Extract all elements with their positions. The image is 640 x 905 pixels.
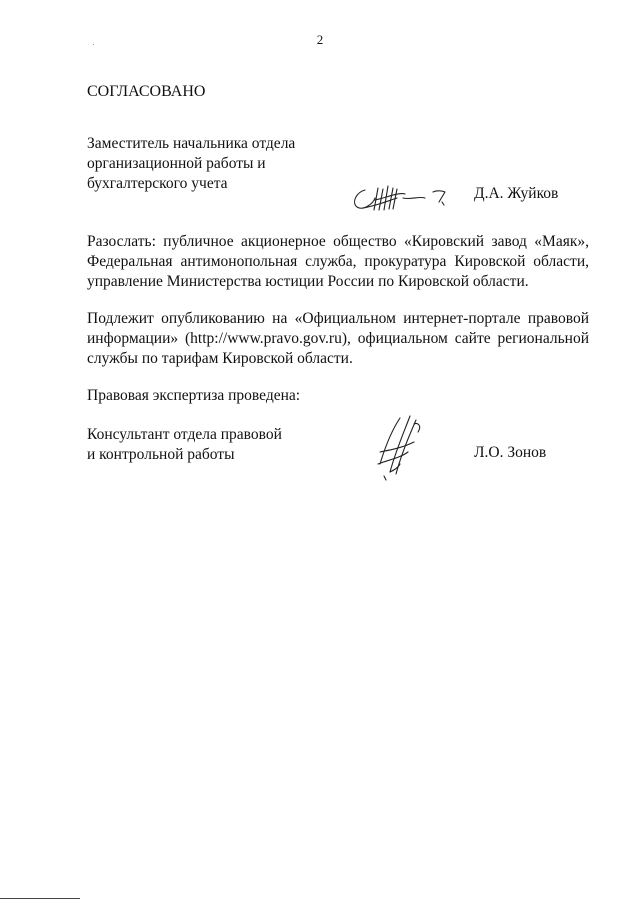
approver-signature-icon <box>345 180 465 222</box>
reviewer-title <box>87 425 347 465</box>
approver-title-line: бухгалтерского учета <box>87 175 228 192</box>
reviewer-signature-icon <box>370 412 440 488</box>
approver-title-line: организационной работы и <box>87 155 266 172</box>
reviewer-title-line: и контрольной работы <box>87 446 235 463</box>
approval-heading: СОГЛАСОВАНО <box>87 83 206 100</box>
legal-review-note: Правовая экспертиза проведена: <box>87 387 301 404</box>
reviewer-name: Л.О. Зонов <box>474 444 547 461</box>
approver-title <box>87 134 347 194</box>
approver-name: Д.А. Жуйков <box>474 185 559 202</box>
page-number: 2 <box>316 32 324 47</box>
approver-title-line: Заместитель начальника отдела <box>87 135 296 152</box>
footer-rule <box>0 898 80 899</box>
publication-paragraph: Подлежит опубликованию на «Официальном интернет-портале правовой информации» (http://www.pravo.gov.ru), официальном сайте региональной службы по тарифам Кировской области. <box>87 310 589 367</box>
reviewer-title-line: Консультант отдела правовой <box>87 426 282 443</box>
distribution-paragraph: Разослать: публичное акционерное общество «Кировский завод «Маяк», Федеральная антимонопольная служба, прокуратура Кировской области, управление Министерства юстиции России по Кировской области. <box>87 233 589 290</box>
scan-speck <box>93 44 94 45</box>
